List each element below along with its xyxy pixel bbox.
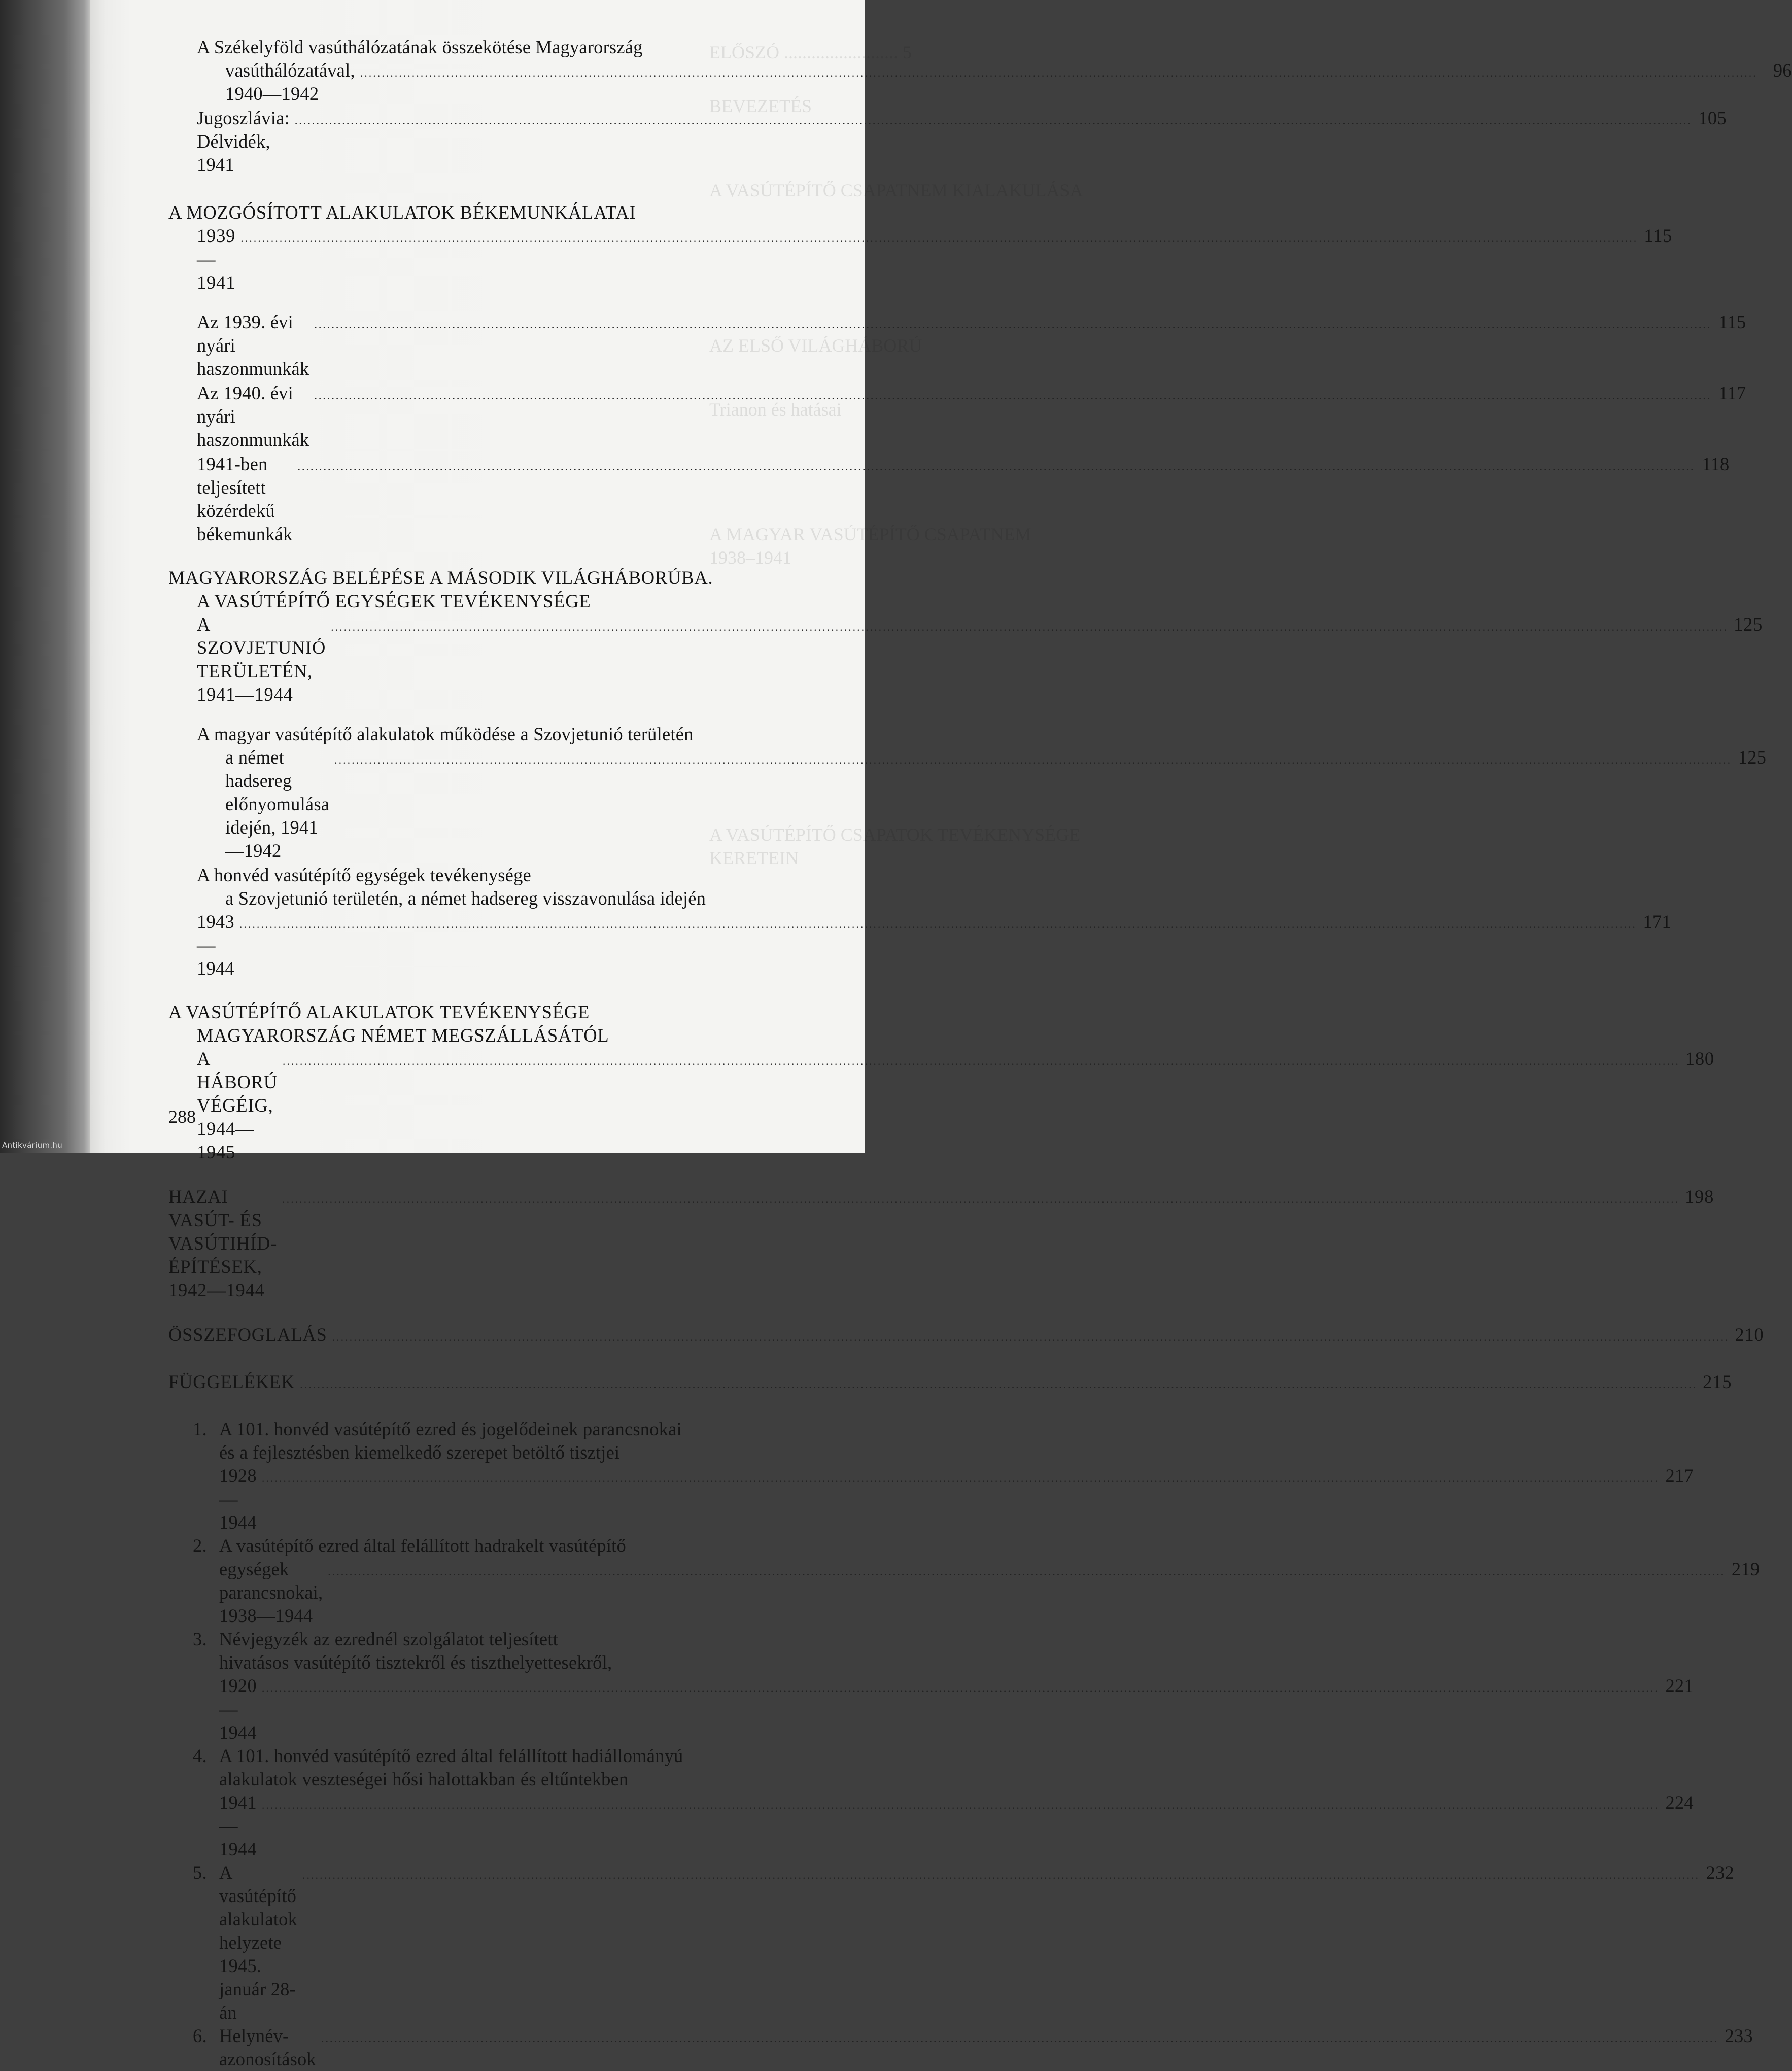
page-number: 221: [1665, 1675, 1694, 1696]
page-number: 233: [1725, 2025, 1753, 2046]
dot-leader: [298, 455, 1695, 478]
dot-leader: [262, 1793, 1659, 1817]
toc-entry-elonyomulas: A magyar vasútépítő alakulatok működése a Szovjetunió területén a német hadsereg előnyomulása idején, 1941—1942 ..... 125: [168, 722, 829, 862]
page-number: 180: [1685, 1048, 1714, 1069]
toc-chapter-nemet-megszallas: A VASÚTÉPÍTŐ ALAKULATOK TEVÉKENYSÉGE MAGYARORSZÁG NÉMET MEGSZÁLLÁSÁTÓL A HÁBORÚ VÉGÉIG, 1944—1945 ..... 180: [168, 1000, 829, 1164]
dot-leader: [321, 2027, 1718, 2050]
toc-chapter-bekemunkalatok: A MOZGÓSÍTOTT ALAKULATOK BÉKEMUNKÁLATAI 1939—1941 ..... 115: [168, 201, 829, 294]
page-number: 171: [1643, 911, 1671, 932]
dot-leader: [300, 1373, 1697, 1396]
toc-entry: Az 1940. évi nyári haszonmunkák ..... 117: [168, 382, 829, 452]
appendix-entry-6: 6. Helynév-azonosítások ..... 233: [168, 2024, 829, 2071]
toc-chapter-hazai-vasut: HAZAI VASÚT- ÉS VASÚTIHÍD-ÉPÍTÉSEK, 1942—1944 ..... 198: [168, 1185, 829, 1302]
page-number: 219: [1731, 1559, 1760, 1579]
page-number: 125: [1733, 614, 1763, 635]
appendix-entry-3: 3. Névjegyzék az ezrednél szolgálatot teljesített hivatásos vasútépítő tisztekről és tiszthelyettesekről, 1920—1944 ..... 221: [168, 1628, 829, 1744]
dot-leader: [262, 1677, 1659, 1700]
appendix-entry-1: 1. A 101. honvéd vasútépítő ezred és jogelődeinek parancsnokai és a fejlesztésben kiemelkedő szerepet betöltő tisztjei 1928—1944 ..... 217: [168, 1418, 829, 1534]
toc-entry-jugoszlavia: Jugoszlávia: Délvidék, 1941 ..... 105: [168, 107, 829, 177]
dot-leader: [314, 384, 1711, 407]
dot-leader: [282, 1188, 1679, 1211]
toc-entry-visszavonulas: A honvéd vasútépítő egységek tevékenysége a Szovjetunió területén, a német hadsereg visszavonulása idején 1943—1944 ..... 171: [168, 864, 829, 980]
page-number: 117: [1718, 383, 1746, 403]
dot-leader: [334, 748, 1732, 772]
page-number: 105: [1698, 108, 1727, 128]
page-number: 210: [1735, 1324, 1764, 1345]
dot-leader: [283, 1050, 1680, 1073]
dot-leader: [262, 1467, 1659, 1490]
page-number: 115: [1644, 225, 1673, 246]
dot-leader: [302, 1863, 1700, 1887]
dot-leader: [314, 313, 1711, 336]
toc-chapter-fuggelekek: FÜGGELÉKEK ..... 215: [168, 1370, 829, 1396]
page-number: 118: [1702, 454, 1730, 474]
dot-leader: [295, 109, 1692, 132]
page-number: 125: [1738, 747, 1767, 768]
page-number: 215: [1703, 1371, 1732, 1392]
folio-page-number: 288: [168, 1107, 196, 1127]
watermark: Antikvárium.hu: [2, 1141, 63, 1150]
page-number: 217: [1665, 1465, 1694, 1486]
dot-leader: [331, 615, 1728, 639]
page-number: 96: [1773, 60, 1792, 81]
toc-chapter-osszefoglalas: ÖSSZEFOGLALÁS ..... 210: [168, 1323, 829, 1349]
page-number: 224: [1665, 1792, 1694, 1813]
dot-leader: [239, 913, 1637, 936]
page-number: 198: [1684, 1186, 1714, 1207]
dot-leader: [328, 1560, 1725, 1583]
appendix-entry-2: 2. A vasútépítő ezred által felállított hadrakelt vasútépítő egységek parancsnokai, 1938—1944 ..... 219: [168, 1534, 829, 1628]
page-number: 232: [1706, 1862, 1735, 1883]
bleed-through-text: ELŐSZÓ ......................... 5 BEVEZETÉS A VASÚTÉPÍTŐ CSAPATNEM KIALAKULÁSA AZ ELSŐ VILÁGHÁBORÚ Trianon és hatásai A MAGYAR VASÚTÉPÍTŐ CSAPATNEM 1938–1941 A VASÚTÉPÍTŐ CSAPATOK TEVÉKENYSÉGE KERETEIN: [709, 42, 1083, 868]
dot-leader: [360, 61, 1757, 85]
dot-leader: [240, 227, 1638, 250]
appendix-entry-5: 5. A vasútépítő alakulatok helyzete 1945. január 28-án ..... 232: [168, 1861, 829, 2024]
toc-entry: 1941-ben teljesített közérdekű békemunkák ..... 118: [168, 453, 829, 546]
page-number: 115: [1718, 312, 1746, 332]
appendix-entry-4: 4. A 101. honvéd vasútépítő ezred által felállított hadiállományú alakulatok veszteségei hősi halottakban és eltűntekben 1941—1944 ..... 224: [168, 1744, 829, 1861]
toc-chapter-masodik-vilaghaboru: MAGYARORSZÁG BELÉPÉSE A MÁSODIK VILÁGHÁBORÚBA. A VASÚTÉPÍTŐ EGYSÉGEK TEVÉKENYSÉGE A SZOVJETUNIÓ TERÜLETÉN, 1941—1944 ..... 125: [168, 566, 829, 706]
toc-entry: Az 1939. évi nyári haszonmunkák ..... 115: [168, 310, 829, 381]
dot-leader: [332, 1326, 1730, 1349]
toc-entry-szekelyfold: A Székelyföld vasúthálózatának összekötése Magyarország vasúthálózatával, 1940—1942 ..... 96: [168, 36, 829, 106]
book-spine-shadow: [0, 0, 91, 1153]
